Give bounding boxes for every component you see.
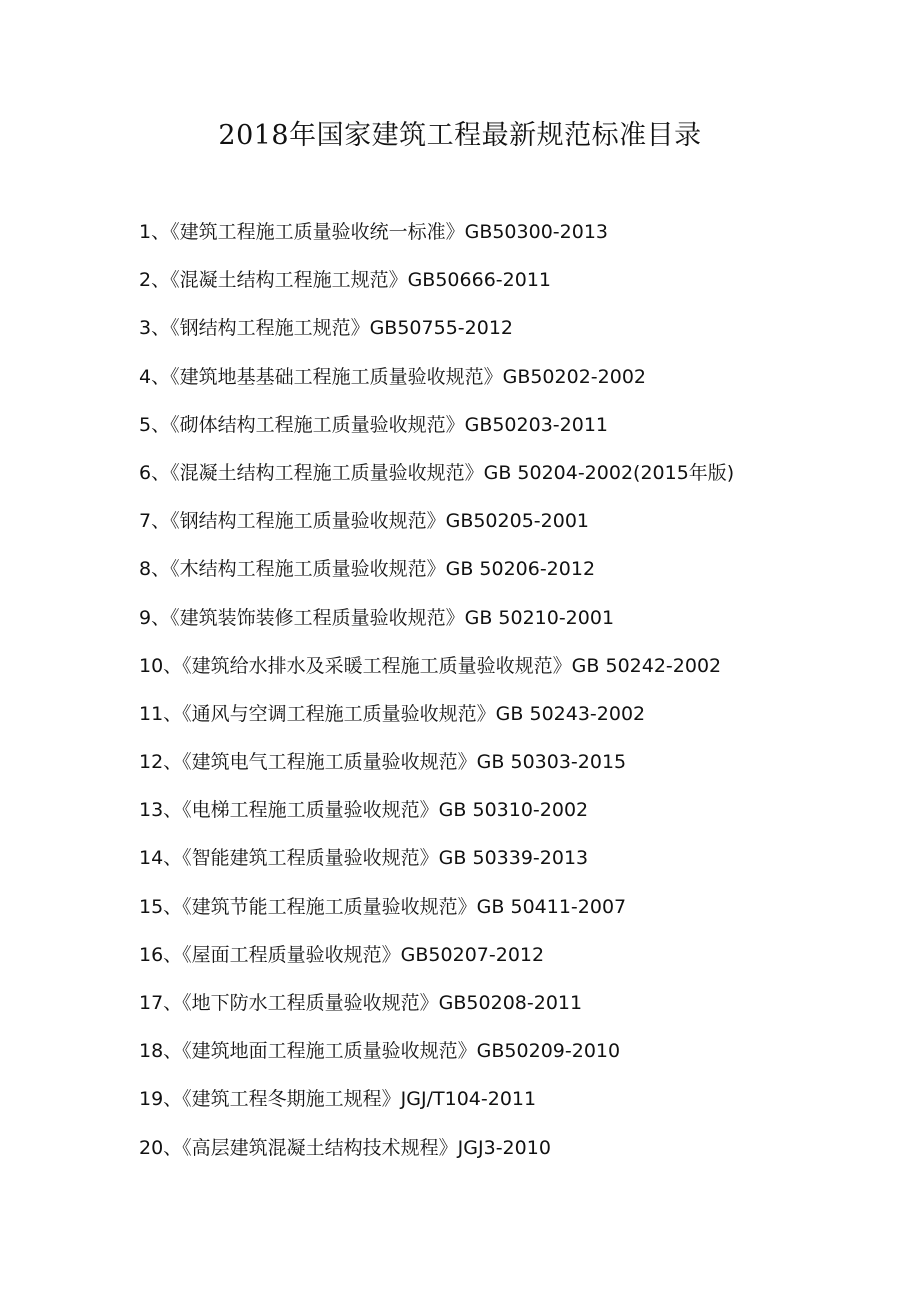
list-item xyxy=(139,1081,879,1129)
list-item-text: 16、《屋面工程质量验收规范》GB50207-2012 xyxy=(139,943,545,966)
list-item xyxy=(139,1033,879,1081)
list-item xyxy=(139,310,879,358)
list-item-text: 18、《建筑地面工程施工质量验收规范》GB50209-2010 xyxy=(139,1040,621,1063)
list-item xyxy=(139,600,879,648)
list-item xyxy=(139,985,879,1033)
list-item-text: 17、《地下防水工程质量验收规范》GB50208-2011 xyxy=(139,992,583,1014)
list-item xyxy=(139,840,879,888)
list-item-text: 12、《建筑电气工程施工质量验收规范》GB 50303-2015 xyxy=(139,751,627,774)
list-item xyxy=(139,455,879,503)
list-item xyxy=(139,937,879,985)
list-item xyxy=(139,648,879,696)
list-item-text: 14、《智能建筑工程质量验收规范》GB 50339-2013 xyxy=(139,847,589,870)
list-item xyxy=(139,214,879,262)
list-item-text: 13、《电梯工程施工质量验收规范》GB 50310-2002 xyxy=(139,799,589,822)
list-item xyxy=(139,744,879,792)
list-item-text: 3、《钢结构工程施工规范》GB50755-2012 xyxy=(139,317,513,340)
list-item-text: 6、《混凝土结构工程施工质量验收规范》GB 50204-2002(2015年版) xyxy=(139,461,735,484)
list-item xyxy=(139,792,879,840)
list-item-text: 7、《钢结构工程施工质量验收规范》GB50205-2001 xyxy=(139,510,589,533)
list-item-text: 11、《通风与空调工程施工质量验收规范》GB 50243-2002 xyxy=(139,702,646,725)
list-item xyxy=(139,407,879,455)
list-item-text: 8、《木结构工程施工质量验收规范》GB 50206-2012 xyxy=(139,558,596,581)
list-item-text: 10、《建筑给水排水及采暖工程施工质量验收规范》GB 50242-2002 xyxy=(139,654,722,677)
list-item-text: 20、《高层建筑混凝土结构技术规程》JGJ3-2010 xyxy=(139,1136,551,1159)
list-item xyxy=(139,696,879,744)
list-item xyxy=(139,359,879,407)
list-item-text: 4、《建筑地基基础工程施工质量验收规范》GB50202-2002 xyxy=(139,365,646,388)
list-item-text: 5、《砌体结构工程施工质量验收规范》GB50203-2011 xyxy=(139,413,608,436)
list-item xyxy=(139,551,879,599)
list-item-text: 2、《混凝土结构工程施工规范》GB50666-2011 xyxy=(139,269,551,292)
document-title: 2018年国家建筑工程最新规范标准目录 xyxy=(218,120,702,151)
list-item-text: 1、《建筑工程施工质量验收统一标准》GB50300-2013 xyxy=(139,221,608,243)
list-item xyxy=(139,889,879,937)
list-item-text: 15、《建筑节能工程施工质量验收规范》GB 50411-2007 xyxy=(139,895,627,918)
list-item-text: 9、《建筑装饰装修工程质量验收规范》GB 50210-2001 xyxy=(139,606,615,629)
list-item-text: 19、《建筑工程冬期施工规程》JGJ/T104-2011 xyxy=(139,1088,537,1111)
list-item xyxy=(139,262,879,310)
standards-list xyxy=(139,214,879,1178)
list-item xyxy=(139,503,879,551)
list-item xyxy=(139,1130,879,1178)
